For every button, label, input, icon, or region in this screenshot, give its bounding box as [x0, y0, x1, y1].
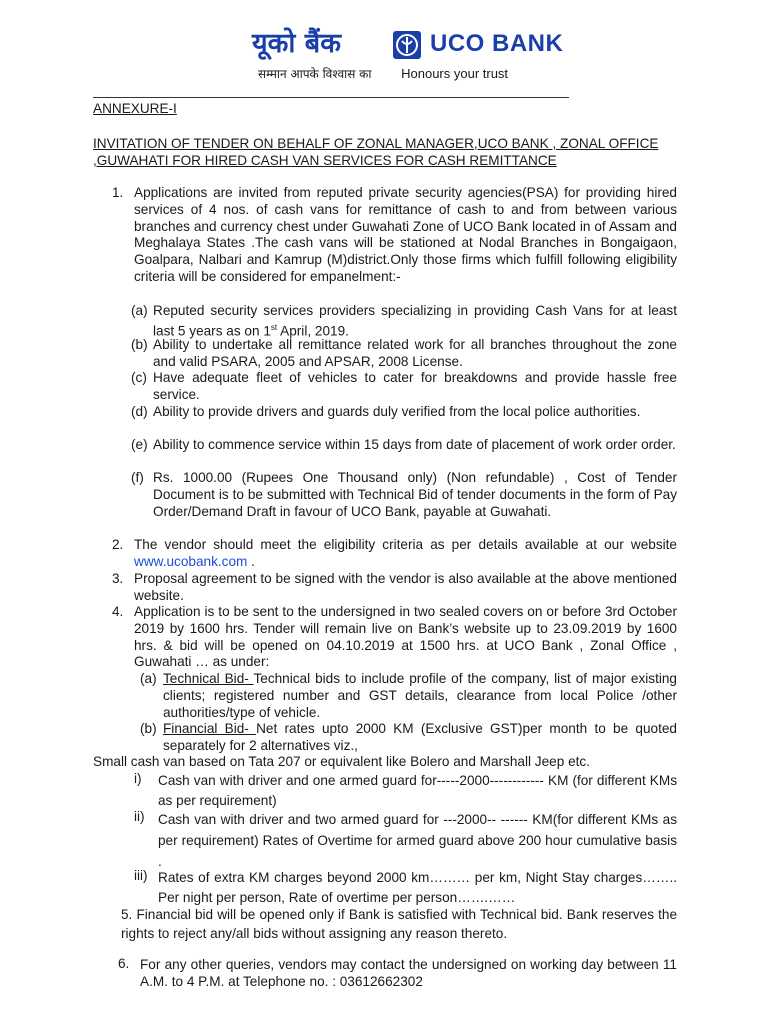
financial-bid-label: Financial Bid- — [163, 721, 257, 736]
tagline-hindi: सम्मान आपके विश्वास का — [258, 67, 372, 81]
website-link[interactable]: www.ucobank.com — [134, 553, 248, 569]
subitem-e-text: Ability to commence service within 15 days from date of placement of work order order. — [153, 437, 676, 452]
roman-label: ii) — [134, 809, 145, 824]
subitem-f-text: Rs. 1000.00 (Rupees One Thousand only) (Non refundable) , Cost of Tender Document is to be submitted with Technical Bid of tender documents in the form of Pay Order/Demand Draft in favour of UCO Bank, payable at Guwahati. — [153, 470, 677, 519]
uco-bank-logo — [252, 24, 567, 64]
uco-emblem-icon — [392, 30, 422, 60]
subitem-b-text: Ability to undertake all remittance related work for all branches throughout the zone and valid PSARA, 2005 and APSAR, 2008 License. — [153, 337, 677, 369]
small-cash-van-note: Small cash van based on Tata 207 or equivalent like Bolero and Marshall Jeep etc. — [93, 754, 590, 769]
tagline — [258, 65, 508, 82]
rate-item-3: Rates of extra KM charges beyond 2000 km……… per km, Night Stay charges…….. Per night per person, Rate of overtime per person…….…… — [158, 870, 677, 905]
subitem-label: (f) — [131, 470, 144, 485]
roman-label: iii) — [134, 868, 148, 883]
roman-label: i) — [134, 771, 142, 786]
item-1-text: Applications are invited from reputed private security agencies(PSA) for providing hired services of 4 nos. of cash vans for remittance of cash to and from between various branches and currency chest under Guwahati Zone of UCO Bank located in of Assam and Meghalaya States .The cash vans will be stationed at Nodal Branches in Bongaigaon, Goalpara, Nalbari and Kamrup (M)district.Only those firms which fulfill following eligibility criteria will be considered for empanelment:- — [134, 185, 677, 284]
header-divider — [93, 97, 569, 98]
item-number: 6. — [118, 956, 130, 971]
annexure-label: ANNEXURE-I — [93, 101, 177, 116]
item-number: 2. — [112, 537, 124, 552]
subitem-label: (c) — [131, 370, 147, 385]
financial-bid-text: Financial Bid- Net rates upto 2000 KM (Exclusive GST)per month to be quoted separately for 2 alternatives viz., — [163, 721, 677, 753]
rate-item-2: Cash van with driver and two armed guard for ---2000-- ------ KM(for different KMs as per requirement) Rates of Overtime for armed guard above 200 hour cumulative basis . — [158, 812, 677, 869]
technical-bid-label: Technical Bid- — [163, 671, 254, 686]
subitem-label: (a) — [131, 303, 148, 318]
subitem-label: (d) — [131, 404, 148, 419]
subitem-label: (a) — [140, 671, 157, 686]
item-4-text: Application is to be sent to the undersigned in two sealed covers on or before 3rd October 2019 by 1600 hrs. Tender will remain live on Bank’s website up to 23.09.2019 by 1600 hrs. & bid will be opened on 04.10.2019 at 1500 hrs. at UCO Bank , Zonal Office , Guwahati … as under: — [134, 604, 677, 670]
subitem-a-text: Reputed security services providers specializing in providing Cash Vans for at least last 5 years as on 1st April, 2019. — [153, 303, 677, 339]
subitem-label: (e) — [131, 437, 148, 452]
subitem-label: (b) — [131, 337, 148, 352]
item-6-text: For any other queries, vendors may contact the undersigned on working day between 11 A.M. to 4 P.M. at Telephone no. : 03612662302 — [140, 957, 677, 989]
item-number: 3. — [112, 571, 124, 586]
item-3-text: Proposal agreement to be signed with the vendor is also available at the above mentioned website. — [134, 571, 677, 603]
logo-hindi-text: यूको बैंक — [252, 28, 341, 59]
technical-bid-text: Technical Bid- Technical bids to include profile of the company, list of major existing clients; registered number and GST details, clearance from local Police /other authorities/type of vehicle. — [163, 671, 677, 720]
subitem-d-text: Ability to provide drivers and guards duly verified from the local police authorities. — [153, 404, 641, 419]
document-title: INVITATION OF TENDER ON BEHALF OF ZONAL MANAGER,UCO BANK , ZONAL OFFICE ,GUWAHATI FOR HIRED CASH VAN SERVICES FOR CASH REMITTANCE — [93, 136, 659, 168]
item-2-text: The vendor should meet the eligibility criteria as per details available at our website www.ucobank.com . — [134, 537, 677, 569]
subitem-label: (b) — [140, 721, 157, 736]
subitem-c-text: Have adequate fleet of vehicles to cater for breakdowns and provide hassle free service. — [153, 370, 677, 402]
item-number: 4. — [112, 604, 124, 619]
logo-english-text: UCO BANK — [430, 30, 564, 57]
tagline-english: Honours your trust — [401, 66, 509, 81]
rate-item-1: Cash van with driver and one armed guard for-----2000------------ KM (for different KMs as per requirement) — [158, 773, 677, 808]
item-5-text: 5. Financial bid will be opened only if Bank is satisfied with Technical bid. Bank reserves the rights to reject any/all bids without assigning any reason thereto. — [121, 907, 677, 941]
item-number: 1. — [112, 185, 124, 200]
